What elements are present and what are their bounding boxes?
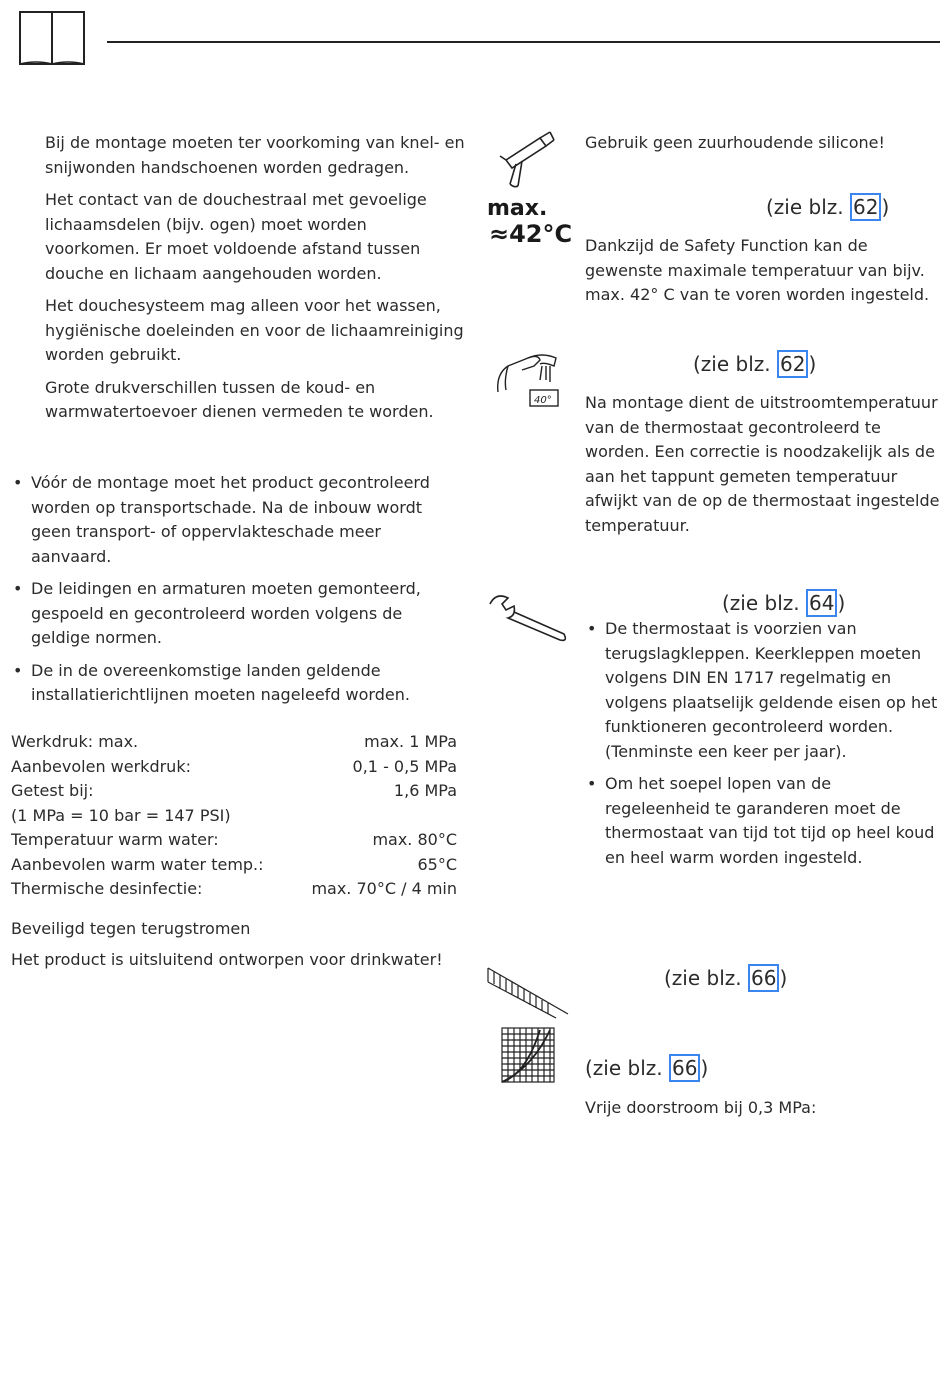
safety-paragraph: Het contact van de douchestraal met gevoelige lichaamsdelen (bijv. ogen) moet worden voorkomen. Er moet voldoende afstand tussen douche en lichaam aangehouden worden. (45, 190, 427, 283)
page-link[interactable]: 62 (850, 193, 881, 221)
hand-temperature-icon (494, 350, 564, 410)
bullet: • (13, 473, 23, 492)
page-link[interactable]: 64 (806, 589, 837, 617)
spec-value: 0,1 - 0,5 MPa (352, 756, 457, 776)
mounting-section (11, 471, 466, 716)
silicone-gun-icon (496, 128, 560, 192)
spec-row (11, 755, 457, 780)
safety-paragraph: Het douchesysteem mag alleen voor het wassen, hygiënische doeleinden en voor de lichaamreiniging worden gebruikt. (45, 296, 464, 364)
page-link[interactable]: 62 (777, 350, 808, 378)
list-item: • De in de overeenkomstige landen geldende installatierichtlijnen moeten nageleefd worden. (13, 660, 410, 704)
bullet: • (13, 579, 23, 598)
page-reference: (zie blz. 66 ) (664, 966, 788, 990)
spec-row (11, 877, 457, 902)
safety-paragraph: Bij de montage moeten ter voorkoming van knel- en snijwonden handschoenen worden gedragen. (45, 133, 465, 177)
maintenance-section (585, 617, 940, 878)
spec-row (11, 853, 457, 878)
spec-row (11, 804, 457, 829)
wrench-icon (486, 590, 572, 646)
bullet: • (13, 660, 23, 680)
header-rule (107, 41, 940, 43)
spec-row (11, 828, 457, 853)
safety-section (45, 131, 465, 433)
dimension-flow-diagram-icon (486, 964, 572, 1086)
spec-row (11, 779, 457, 804)
list-item: • De thermostaat is voorzien van terugslagkleppen. Keerkleppen moeten volgens DIN EN 1717 regelmatig en volgens plaatselijk geldende eisen op het funktioneren gecontroleerd worden. (Tenminste een keer per jaar). (587, 619, 938, 761)
drinkwater-text: Het product is uitsluitend ontworpen voor drinkwater! (11, 950, 443, 969)
page-reference: (zie blz. 64 ) (722, 591, 846, 615)
page-reference: (zie blz. 66 ) (585, 1056, 709, 1080)
spec-label: Werkdruk: max. (11, 732, 139, 751)
spec-value: 1,6 MPa (393, 781, 457, 800)
flow-text: Vrije doorstroom bij 0,3 MPa: (585, 1098, 817, 1117)
spec-value: max. 80°C (372, 830, 457, 849)
safety-paragraph: Grote drukverschillen tussen de koud- en warmwatertoevoer dienen vermeden te worden. (45, 377, 434, 421)
safety-function-text: Dankzijd de Safety Function kan de gewenste maximale temperatuur van bijv. max. 42° C van te voren worden ingesteld. (585, 236, 930, 304)
spec-value: 65°C (417, 854, 457, 874)
page-link[interactable]: 66 (748, 964, 779, 992)
spec-table (11, 730, 457, 902)
adjust-text: Na montage dient de uitstroomtemperatuur van de thermostaat gecontroleerd te worden. Een correctie is noodzakelijk als de aan het tappunt gemeten temperatuur afwijkt van de op de thermostaat ingestelde temperatuur. (585, 393, 940, 535)
backflow-text: Beveiligd tegen terugstromen (11, 919, 251, 938)
bullet: • (587, 774, 597, 793)
spec-label: (1 MPa = 10 bar = 147 PSI) (11, 805, 231, 825)
spec-label: Thermische desinfectie: (11, 879, 203, 898)
max-label: max. (487, 196, 548, 221)
page-reference: (zie blz. 62 ) (766, 195, 890, 219)
page-reference: (zie blz. 62 ) (693, 352, 817, 376)
spec-value: max. 1 MPa (364, 732, 457, 751)
page-link[interactable]: 66 (669, 1054, 700, 1082)
max-temp-label: ≈42°C (489, 220, 573, 248)
spec-label: Getest bij: (11, 781, 94, 800)
silicone-note: Gebruik geen zuurhoudende silicone! (585, 133, 885, 152)
book-icon (18, 8, 88, 68)
spec-label: Temperatuur warm water: (11, 830, 219, 849)
spec-label: Aanbevolen warm water temp.: (11, 854, 264, 874)
thermo-display: 40° (534, 395, 552, 406)
spec-value: max. 70°C / 4 min (311, 879, 457, 898)
list-item: • Vóór de montage moet het product gecontroleerd worden op transportschade. Na de inbouw wordt geen transport- of oppervlakteschade meer aanvaard. (13, 473, 430, 566)
spec-row (11, 730, 457, 755)
list-item: • De leidingen en armaturen moeten gemonteerd, gespoeld en gecontroleerd worden volgens de geldige normen. (13, 579, 421, 647)
spec-label: Aanbevolen werkdruk: (11, 756, 191, 776)
list-item: • Om het soepel lopen van de regeleenheid te garanderen moet de thermostaat van tijd tot tijd op heel koud en heel warm worden ingesteld. (587, 774, 935, 867)
bullet: • (587, 619, 597, 638)
